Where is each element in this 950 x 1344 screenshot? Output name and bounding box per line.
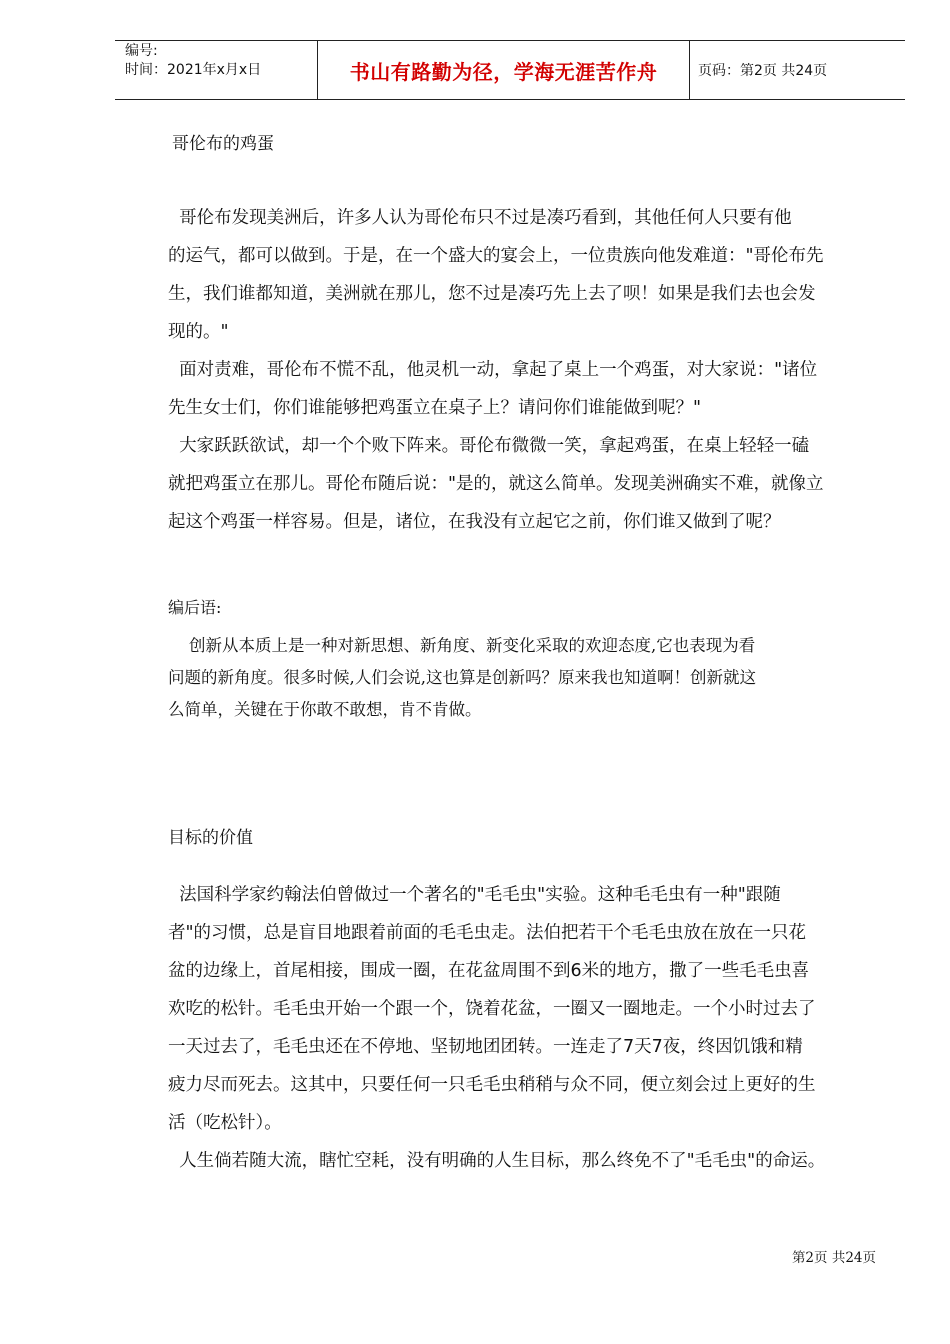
paragraph-line: 人生倘若随大流，瞎忙空耗，没有明确的人生目标，那么终免不了"毛毛虫"的命运。 — [168, 1151, 826, 1171]
paragraph-line: 一天过去了，毛毛虫还在不停地、坚韧地团团转。一连走了7天7夜，终因饥饿和精 — [168, 1037, 803, 1057]
editor-note-label: 编后语: — [168, 598, 222, 617]
number-label: 编号: — [125, 43, 158, 59]
page-footer: 第2页 共24页 — [791, 1250, 876, 1266]
note-line: 创新从本质上是一种对新思想、新角度、新变化采取的欢迎态度,它也表现为看 — [168, 636, 756, 655]
article1-title: 哥伦布的鸡蛋 — [172, 134, 274, 154]
paragraph-line: 者"的习惯，总是盲目地跟着前面的毛毛虫走。法伯把若干个毛毛虫放在放在一只花 — [168, 923, 807, 943]
paragraph-line: 现的。" — [168, 322, 229, 342]
paragraph-line: 活（吃松针）。 — [168, 1113, 282, 1133]
editor-note-body — [168, 630, 868, 726]
paragraph-line: 法国科学家约翰法伯曾做过一个著名的"毛毛虫"实验。这种毛毛虫有一种"跟随 — [168, 885, 781, 905]
time-label: 时间：2021年x月x日 — [125, 62, 262, 78]
paragraph-line: 生，我们谁都知道，美洲就在那儿，您不过是凑巧先上去了呗！如果是我们去也会发 — [168, 284, 816, 304]
article2-body — [168, 876, 868, 1180]
paragraph-line: 欢吃的松针。毛毛虫开始一个跟一个，饶着花盆，一圈又一圈地走。一个小时过去了 — [168, 999, 816, 1019]
page-info: 页码：第2页 共24页 — [698, 63, 828, 79]
article2-title: 目标的价值 — [168, 828, 253, 848]
paragraph-line: 的运气，都可以做到。于是，在一个盛大的宴会上，一位贵族向他发难道："哥伦布先 — [168, 246, 824, 266]
note-line: 问题的新角度。很多时候,人们会说,这也算是创新吗？原来我也知道啊！创新就这 — [168, 668, 756, 687]
note-line: 么简单，关键在于你敢不敢想，肯不肯做。 — [168, 700, 482, 719]
page-header — [115, 40, 905, 100]
paragraph-line: 就把鸡蛋立在那儿。哥伦布随后说："是的，就这么简单。发现美洲确实不难，就像立 — [168, 474, 824, 494]
article1-body — [168, 199, 868, 541]
paragraph-line: 疲力尽而死去。这其中，只要任何一只毛毛虫稍稍与众不同，便立刻会过上更好的生 — [168, 1075, 816, 1095]
header-page-info — [690, 41, 905, 99]
paragraph-line: 面对责难，哥伦布不慌不乱，他灵机一动，拿起了桌上一个鸡蛋，对大家说："诸位 — [168, 360, 818, 380]
paragraph-line: 盆的边缘上，首尾相接，围成一圈，在花盆周围不到6米的地方，撒了一些毛毛虫喜 — [168, 961, 810, 981]
paragraph-line: 哥伦布发现美洲后，许多人认为哥伦布只不过是凑巧看到，其他任何人只要有他 — [168, 208, 792, 228]
paragraph-line: 先生女士们，你们谁能够把鸡蛋立在桌子上？请问你们谁能做到呢？" — [168, 398, 702, 418]
paragraph-line: 大家跃跃欲试，却一个个败下阵来。哥伦布微微一笑，拿起鸡蛋，在桌上轻轻一磕 — [168, 436, 810, 456]
motto: 书山有路勤为径，学海无涯苦作舟 — [349, 59, 658, 84]
header-motto-cell — [317, 41, 690, 99]
paragraph-line: 起这个鸡蛋一样容易。但是，诸位，在我没有立起它之前，你们谁又做到了呢？ — [168, 512, 781, 532]
header-meta — [115, 41, 317, 99]
